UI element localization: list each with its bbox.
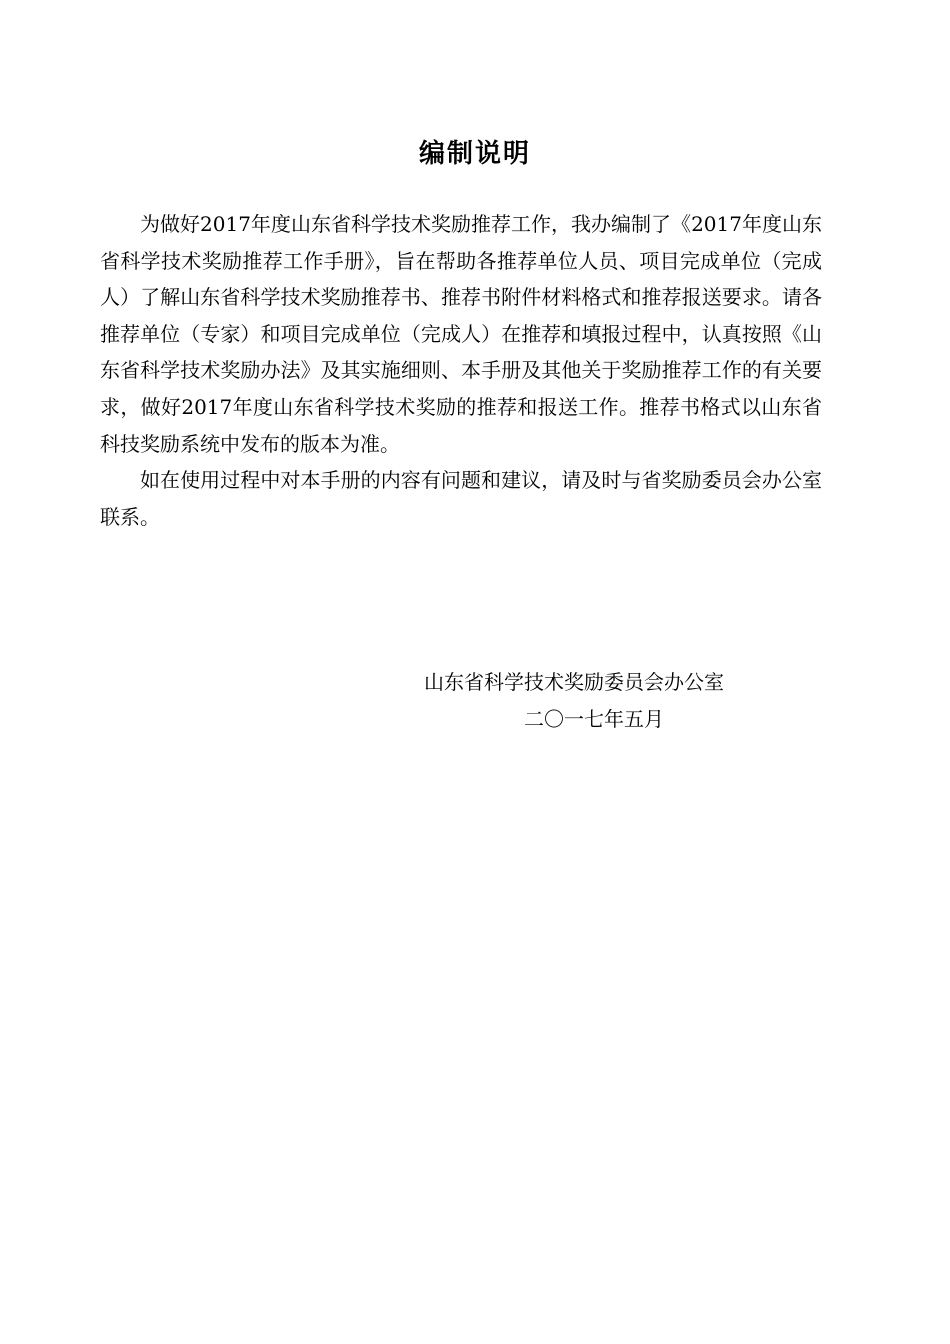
signature-block [424,664,784,737]
signature-date: 二〇一七年五月 [524,706,664,731]
paragraph-intro: 为做好2017年度山东省科学技术奖励推荐工作，我办编制了《2017年度山东省科学技术奖励推荐工作手册》，旨在帮助各推荐单位人员、项目完成单位（完成人）了解山东省科学技术奖励推荐书、推荐书附件材料格式和推荐报送要求。请各推荐单位（专家）和项目完成单位（完成人）在推荐和填报过程中，认真按照《山东省科学技术奖励办法》及其实施细则、本手册及其他关于奖励推荐工作的有关要求，做好2017年度山东省科学技术奖励的推荐和报送工作。推荐书格式以山东省科技奖励系统中发布的版本为准。 [100,212,822,456]
paragraph-contact: 如在使用过程中对本手册的内容有问题和建议，请及时与省奖励委员会办公室联系。 [100,468,822,529]
document-title: 编制说明 [418,139,531,169]
signature-organization: 山东省科学技术奖励委员会办公室 [424,670,724,694]
document-body [100,206,822,535]
